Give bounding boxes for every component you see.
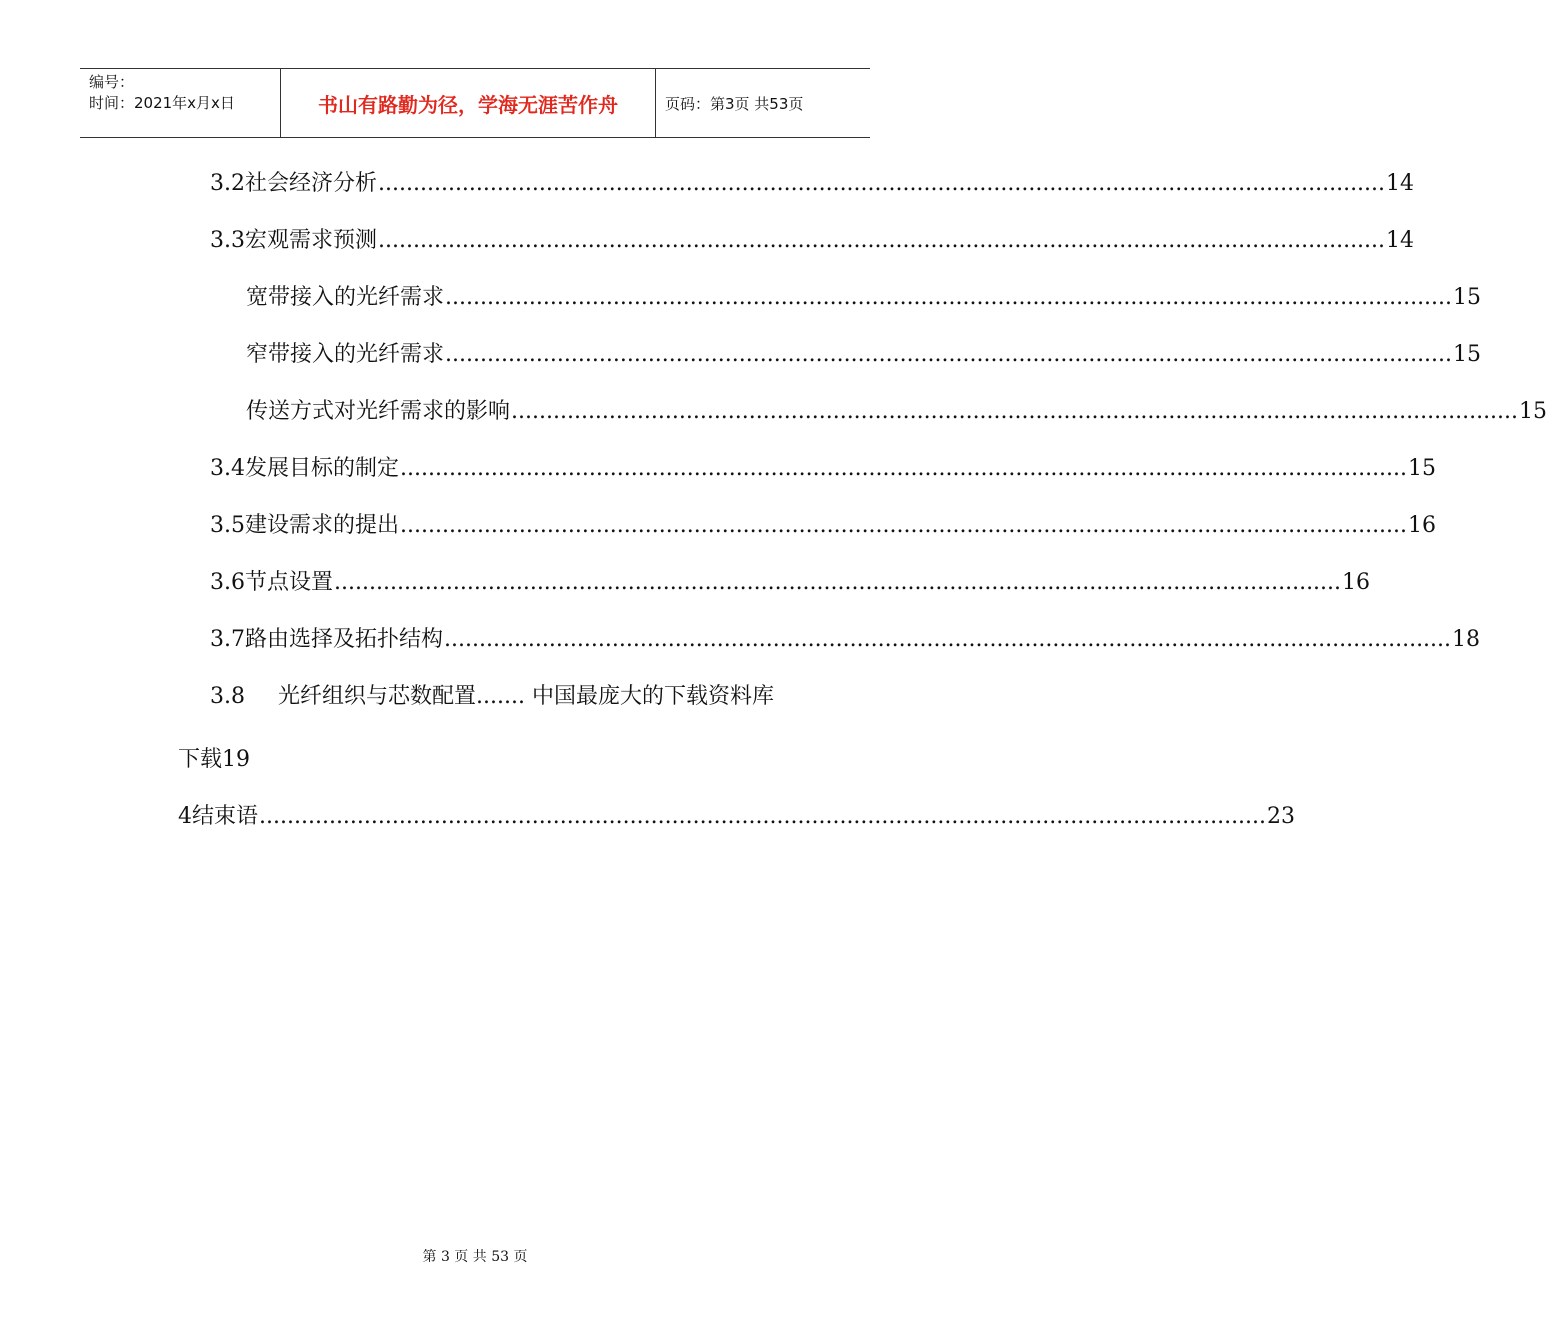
toc-entry-title: 社会经济分析 xyxy=(245,171,378,196)
toc-entry-title: 发展目标的制定 xyxy=(245,456,400,481)
toc-entry-page: 15 xyxy=(1453,285,1482,310)
toc-entry-page: 15 xyxy=(1519,399,1547,424)
toc-entry-page: 14 xyxy=(1386,228,1415,253)
date-label: 时间：2021年x月x日 xyxy=(89,94,235,112)
toc-leader-dots: ................................................................................................................................................ xyxy=(400,456,1408,481)
toc-entry[interactable] xyxy=(210,169,1415,199)
toc-leader-dots: ................................................................................................................................................ xyxy=(445,285,1453,310)
toc-entry-number: 3.6 xyxy=(210,570,245,595)
header-motto: 书山有路勤为径，学海无涯苦作舟 xyxy=(281,69,656,137)
toc-entry-title: 结束语 xyxy=(192,804,259,829)
toc-entry-page: 23 xyxy=(1267,804,1296,829)
toc-entry-number: 3.5 xyxy=(210,513,245,538)
toc-entry-number: 3.8 xyxy=(210,684,245,709)
toc-entry-title: 建设需求的提出 xyxy=(245,513,400,538)
toc-leader-dots: ................................................................................................................................................ xyxy=(400,513,1408,538)
toc-entry[interactable] xyxy=(246,397,1547,427)
toc-entry-number: 3.4 xyxy=(210,456,245,481)
toc-entry-title: 传送方式对光纤需求的影响 xyxy=(246,399,511,424)
toc-leader-dots: ................................................................................................................................................ xyxy=(445,342,1453,367)
toc-leader-dots: ................................................................................................................................................ xyxy=(378,228,1386,253)
toc-leader-dots: ................................................................................................................................................ xyxy=(259,804,1267,829)
toc-entry[interactable] xyxy=(210,511,1437,541)
toc-entry-title: 路由选择及拓扑结构 xyxy=(245,627,444,652)
toc-entry[interactable] xyxy=(210,682,805,712)
toc-entry-title: 下载19 xyxy=(178,747,250,772)
toc-entry-title: 光纤组织与芯数配置....... 中国最庞大的下载资料库 xyxy=(278,684,774,709)
toc-entry-continuation xyxy=(178,745,805,775)
toc-entry-page: 15 xyxy=(1408,456,1437,481)
header-meta xyxy=(80,69,281,137)
toc-entry[interactable] xyxy=(178,802,1296,832)
code-label: 编号： xyxy=(89,73,135,91)
toc-entry-page: 16 xyxy=(1342,570,1371,595)
toc-entry[interactable] xyxy=(246,340,1482,370)
toc-entry-title: 宽带接入的光纤需求 xyxy=(246,285,445,310)
header-page-info: 页码：第3页 共53页 xyxy=(665,94,804,113)
toc-entry-page: 15 xyxy=(1453,342,1482,367)
toc-entry[interactable] xyxy=(246,283,1482,313)
toc-entry-page: 14 xyxy=(1386,171,1415,196)
toc-entry[interactable] xyxy=(210,454,1437,484)
toc-entry-page: 18 xyxy=(1452,627,1481,652)
toc-entry[interactable] xyxy=(210,226,1415,256)
page-header xyxy=(80,68,870,138)
toc-entry-number: 3.2 xyxy=(210,171,245,196)
toc-entry-number: 3.7 xyxy=(210,627,245,652)
toc-entry-number: 3.3 xyxy=(210,228,245,253)
page-footer: 第 3 页 共 53 页 xyxy=(422,1249,528,1265)
toc-entry-number: 4 xyxy=(178,804,192,829)
toc-entry-title: 节点设置 xyxy=(245,570,334,595)
toc-entry-title: 宏观需求预测 xyxy=(245,228,378,253)
toc-entry-title: 窄带接入的光纤需求 xyxy=(246,342,445,367)
toc-leader-dots: ................................................................................................................................................ xyxy=(334,570,1342,595)
toc-leader-dots: ................................................................................................................................................ xyxy=(378,171,1386,196)
toc-leader-dots: ................................................................................................................................................ xyxy=(444,627,1452,652)
toc-entry[interactable] xyxy=(210,625,1481,655)
toc-leader-dots: ................................................................................................................................................ xyxy=(511,399,1519,424)
toc-entry-page: 16 xyxy=(1408,513,1437,538)
toc-entry[interactable] xyxy=(210,568,1371,598)
